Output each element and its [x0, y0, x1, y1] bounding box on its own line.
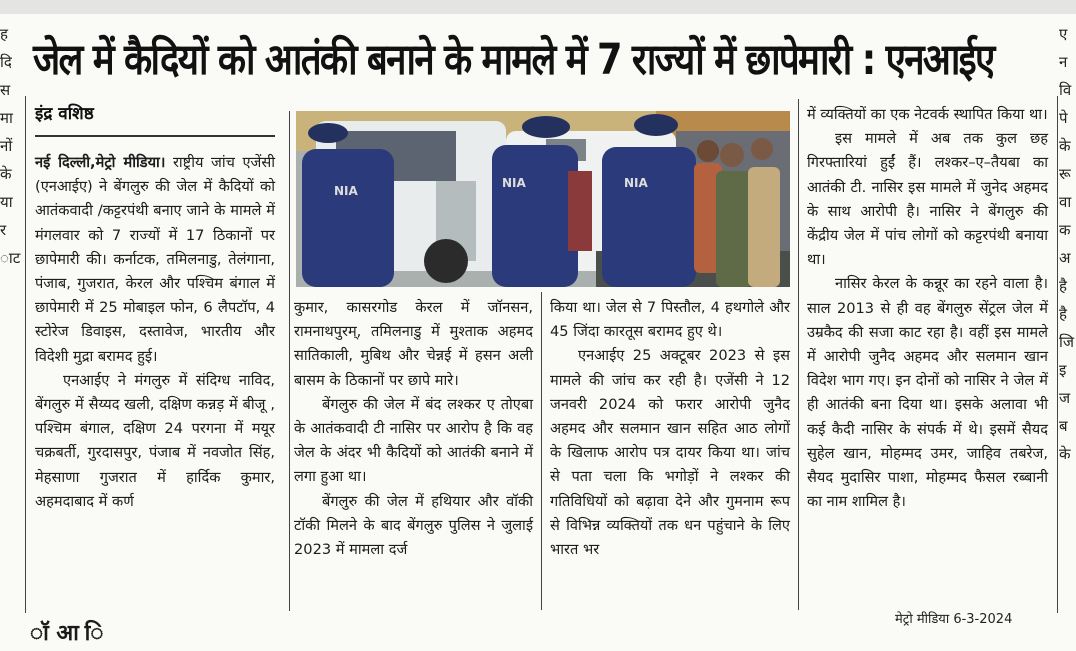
column-divider-right [1057, 96, 1058, 613]
paragraph: इस मामले में अब तक कुल छह गिरफ्तारियां हुईं हैं। लश्कर–ए–तैयबा का आतंकी टी. नासिर इस मामले में जुनेद अहमद के साथ आरोपी है। नासिर ने बेंगलुरु की केंद्रीय जेल में पांच लोगों को कट्टरपंथी बनाया था। [807, 130, 1048, 269]
paragraph: कुमार, कासरगोड केरल में जॉनसन, रामनाथपुरम्, तमिलनाडु में मुश्ताक अहमद सातिकाली, मुबिथ और चेन्नई में हसन अली बासम के ठिकानों पर छापे मारे। [294, 299, 533, 389]
vest-label: NIA [624, 176, 648, 190]
article-headline: जेल में कैदियों को आतंकी बनाने के मामले में 7 राज्यों में छापेमारी : एनआईए [33, 35, 994, 85]
next-headline-fragment: ॉ आ ि [30, 621, 104, 646]
article-column-3 [550, 296, 790, 562]
column-divider [798, 99, 799, 610]
article-column-1 [35, 151, 275, 514]
dateline: नई दिल्ली,मेट्रो मीडिया। [35, 154, 166, 171]
vest-label: NIA [502, 176, 526, 190]
paragraph: एनआईए ने मंगलुरु में संदिग्ध नाविद, बेंगलुरु में सैय्यद खली, दक्षिण कन्नड़ में बीजू , पश्चिम बंगाल, दक्षिण 24 परगना में मयूर चक्रबर्ती, गुरदासपुर, पंजाब में नवजोत सिंह, मेहसाणा गुजरात में हार्दिक कुमार, अहमदाबाद में कर्ण [35, 371, 275, 510]
neighbor-column-left: ह दि स मा नों के या र ाट [0, 25, 21, 267]
column-divider [541, 292, 542, 610]
paragraph: किया था। जेल से 7 पिस्तौल, 4 हथगोले और 45 जिंदा कारतूस बरामद हुए थे। [550, 299, 790, 341]
paragraph: नई दिल्ली,मेट्रो मीडिया। राष्ट्रीय जांच एजेंसी (एनआईए) ने बेंगलुरु की जेल में कैदियों को आतंकवादी /कट्टरपंथी बनाए जाने के मामले में मंगलवार को 7 राज्यों में 17 ठिकानों पर छापेमारी की। कर्नाटक, तमिलनाडु, तेलंगाना, पंजाब, गुजरात, केरल और पश्चिम बंगाल में छापेमारी में 25 मोबाइल फोन, 6 लैपटॉप, 4 स्टोरेज डिवाइस, दस्तावेज, भारतीय और विदेशी मुद्रा बरामद हुई। [35, 154, 276, 365]
article-column-2 [294, 296, 533, 562]
paragraph: बेंगलुरु की जेल में बंद लश्कर ए तोएबा के आतंकवादी टी नासिर पर आरोप है कि वह जेल के अंदर भी कैदियों को आतंकी बनाने में लगा हुआ था। [294, 395, 533, 486]
nia-raid-photo-illustration [296, 111, 790, 287]
column-divider [289, 111, 290, 611]
vest-label: NIA [334, 184, 358, 198]
column-divider-left [25, 96, 26, 613]
paragraph: नासिर केरल के कन्नूर का रहने वाला है। साल 2013 से ही वह बेंगलुरु सेंट्रल जेल में उम्रकैद की सजा काट रहा है। वहीं इस मामले में आरोपी जुनैद अहमद और सलमान खान विदेश भाग गए। इन दोनों को नासिर ने जेल में ही आतंकी बना दिया था। इसके अलावा भी कई कैदी नासिर के संपर्क में थे। इसमें सैयद सुहेल खान, मोहम्मद उमर, जाहिव तबरेज, सैयद मुदासिर पाशा, मोहम्मद फैसल रब्बानी का नाम शामिल है। [807, 275, 1048, 511]
photo-credit-date: मेट्रो मीडिया 6-3-2024 [895, 612, 1013, 627]
paragraph: एनआईए 25 अक्टूबर 2023 से इस मामले की जांच कर रही है। एजेंसी ने 12 जनवरी 2024 को फरार आरोपी जुनैद अहमद और सलमान खान सहित आठ लोगों के खिलाफ आरोप पत्र दायर किया था। जांच से पता चला कि भगोड़ों ने लश्कर की गतिविधियों को बढ़ावा देने और गुमनाम रूप से विभिन्न व्यक्तियों तक धन पहुंचाने के लिए भारत भर [550, 347, 790, 559]
paragraph: बेंगलुरु की जेल में हथियार और वॉकी टॉकी मिलने के बाद बेंगलुरु पुलिस ने जुलाई 2023 में मामला दर्ज [294, 492, 533, 559]
byline: इंद्र वशिष्ठ [35, 104, 94, 124]
page-top-band [0, 0, 1076, 14]
article-column-4 [807, 103, 1048, 514]
paragraph: में व्यक्तियों का एक नेटवर्क स्थापित किया था। [807, 106, 1048, 123]
neighbor-column-right: ए न वि पे के रू वा क अ है है जि इ ज ब के [1059, 25, 1075, 463]
article-photo [296, 111, 790, 287]
byline-rule [35, 135, 275, 137]
